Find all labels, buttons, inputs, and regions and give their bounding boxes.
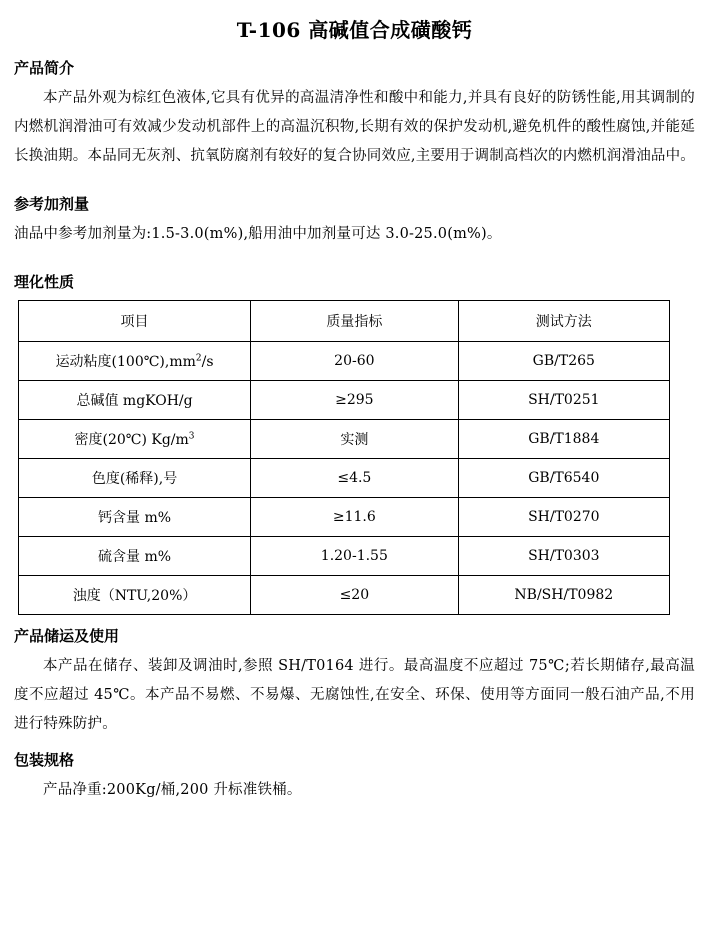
table-cell-item bbox=[19, 537, 251, 576]
item-text-pre: 密度(20℃) Kg/m bbox=[74, 432, 189, 448]
item-text-pre: 硫含量 m% bbox=[98, 549, 172, 565]
table-cell-method: SH/T0251 bbox=[458, 381, 669, 420]
paragraph-packaging: 产品净重:200Kg/桶,200 升标准铁桶。 bbox=[43, 782, 302, 798]
table-row bbox=[19, 381, 670, 420]
section-heading-product-intro: 产品简介 bbox=[14, 59, 75, 77]
table-cell-spec: 实测 bbox=[251, 420, 459, 459]
table-cell-item bbox=[19, 420, 251, 459]
table-cell-spec: ≥11.6 bbox=[251, 498, 459, 537]
item-superscript: 2 bbox=[195, 353, 202, 364]
page-title: T-106 高碱值合成磺酸钙 bbox=[236, 18, 473, 42]
table-header-method: 测试方法 bbox=[458, 301, 669, 342]
section-heading-dosage: 参考加剂量 bbox=[14, 195, 90, 213]
paragraph-dosage: 油品中参考加剂量为:1.5-3.0(m%),船用油中加剂量可达 3.0-25.0(m%)。 bbox=[14, 226, 502, 242]
item-text-pre: 总碱值 mgKOH/g bbox=[76, 393, 193, 409]
paragraph-product-intro: 本产品外观为棕红色液体,它具有优异的高温清净性和酸中和能力,并具有良好的防锈性能,用其调制的内燃机润滑油可有效减少发动机部件上的高温沉积物,长期有效的保护发动机,避免机件的酸性腐蚀,并能延长换油期。本品同无灰剂、抗氧防腐剂有较好的复合协同效应,主要用于调制高档次的内燃机润滑油品中。 bbox=[14, 90, 696, 164]
item-text-post: /s bbox=[201, 354, 214, 370]
table-cell-method: GB/T6540 bbox=[458, 459, 669, 498]
table-cell-spec: ≤4.5 bbox=[251, 459, 459, 498]
table-cell-item bbox=[19, 342, 251, 381]
table-row bbox=[19, 537, 670, 576]
table-cell-item bbox=[19, 576, 251, 615]
specification-table bbox=[18, 300, 670, 615]
table-cell-item bbox=[19, 381, 251, 420]
spacer bbox=[14, 175, 695, 183]
section-heading-storage: 产品储运及使用 bbox=[14, 627, 120, 645]
table-cell-method: GB/T265 bbox=[458, 342, 669, 381]
table-cell-item bbox=[19, 459, 251, 498]
item-superscript: 3 bbox=[188, 431, 195, 442]
item-text-pre: 色度(稀释),号 bbox=[91, 471, 178, 487]
spacer bbox=[14, 253, 695, 261]
table-header-row bbox=[19, 301, 670, 342]
table-row bbox=[19, 576, 670, 615]
table-header-item: 项目 bbox=[19, 301, 251, 342]
table-cell-spec: 1.20-1.55 bbox=[251, 537, 459, 576]
table-row bbox=[19, 498, 670, 537]
item-text-pre: 钙含量 m% bbox=[98, 510, 172, 526]
table-header-spec: 质量指标 bbox=[251, 301, 459, 342]
paragraph-storage: 本产品在储存、装卸及调油时,参照 SH/T0164 进行。最高温度不应超过 75℃;若长期储存,最高温度不应超过 45℃。本产品不易燃、不易爆、无腐蚀性,在安全、环保、使用等方面同一般石油产品,不用进行特殊防护。 bbox=[14, 658, 695, 732]
table-cell-method: NB/SH/T0982 bbox=[458, 576, 669, 615]
table-cell-method: GB/T1884 bbox=[458, 420, 669, 459]
item-text-pre: 运动粘度(100℃),mm bbox=[55, 354, 196, 370]
table-cell-item bbox=[19, 498, 251, 537]
table-row bbox=[19, 420, 670, 459]
table-cell-spec: ≤20 bbox=[251, 576, 459, 615]
section-heading-packaging: 包装规格 bbox=[14, 751, 75, 769]
item-text-pre: 浊度（NTU,20%） bbox=[72, 588, 197, 604]
table-cell-method: SH/T0303 bbox=[458, 537, 669, 576]
table-row bbox=[19, 459, 670, 498]
table-row bbox=[19, 342, 670, 381]
section-heading-properties: 理化性质 bbox=[14, 273, 75, 291]
table-cell-spec: 20-60 bbox=[251, 342, 459, 381]
table-cell-method: SH/T0270 bbox=[458, 498, 669, 537]
table-cell-spec: ≥295 bbox=[251, 381, 459, 420]
